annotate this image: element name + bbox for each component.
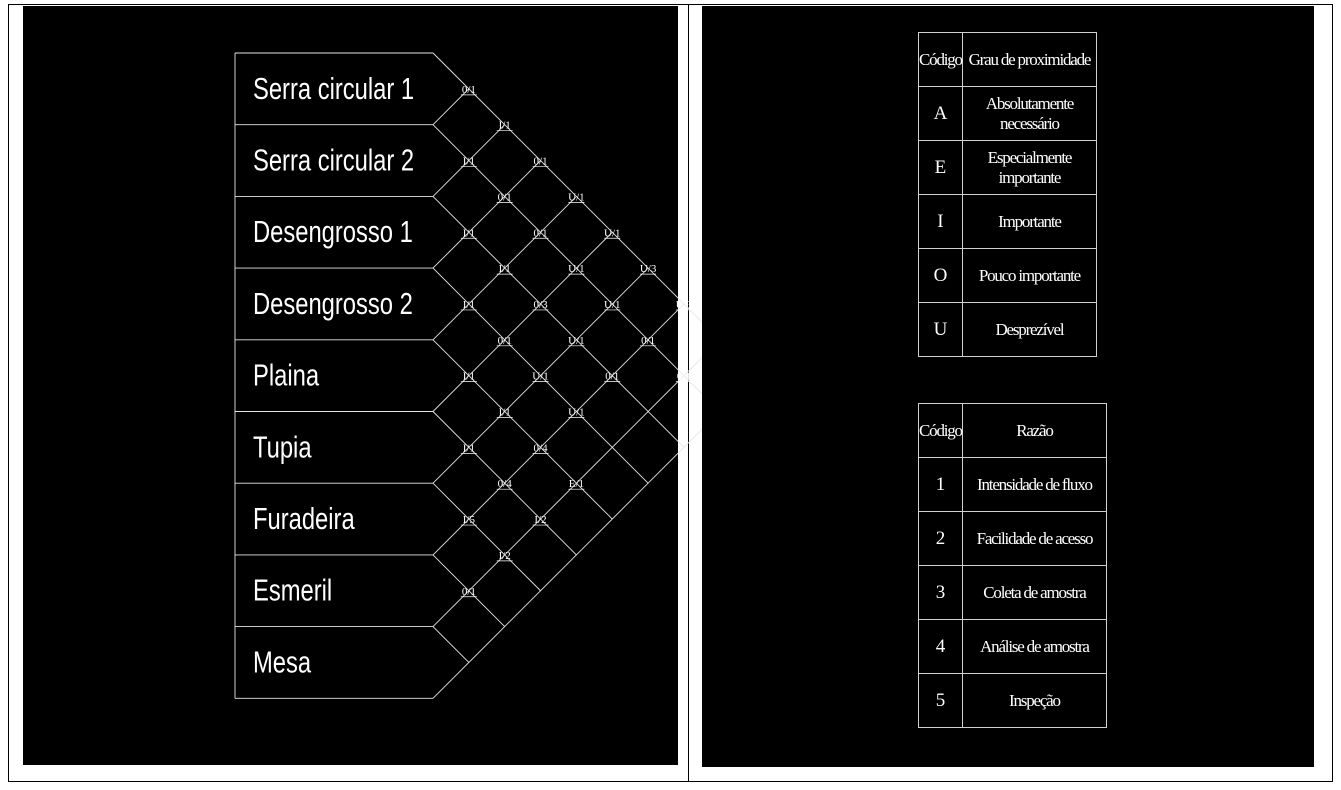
machine-name: Plaina bbox=[253, 357, 320, 393]
proximity-desc: Absolutamente necessário bbox=[962, 87, 1096, 141]
pair-relationship-label: 0/1 bbox=[641, 334, 656, 347]
reason-table bbox=[918, 403, 1107, 728]
proximity-code: A bbox=[919, 87, 963, 141]
legend-panel bbox=[702, 6, 1314, 767]
proximity-desc: Importante bbox=[962, 195, 1096, 249]
proximity-desc: Pouco importante bbox=[962, 249, 1096, 303]
pair-relationship-label: U/1 bbox=[604, 227, 621, 240]
pair-relationship-label: I/1 bbox=[462, 442, 475, 455]
pair-relationship-label: 0/1 bbox=[461, 83, 476, 96]
table-row bbox=[919, 195, 1097, 249]
proximity-code: E bbox=[919, 141, 963, 195]
machine-name: Desengrosso 2 bbox=[253, 286, 413, 321]
pair-relationship-label: E/1 bbox=[568, 478, 585, 491]
pair-relationship-label: U/1 bbox=[532, 370, 549, 383]
pair-relationship-label: U/1 bbox=[568, 334, 585, 347]
table-row bbox=[919, 512, 1107, 566]
machine-name: Mesa bbox=[253, 644, 312, 680]
pair-relationship-label: I/1 bbox=[498, 263, 511, 276]
table-row bbox=[919, 87, 1097, 141]
pair-relationship-label: 0/1 bbox=[533, 155, 548, 168]
pair-relationship-label: 0/4 bbox=[497, 478, 512, 491]
pair-relationship-label: I/5 bbox=[462, 514, 475, 527]
pair-relationship-label: I/2 bbox=[498, 549, 511, 562]
matrix-grid-line bbox=[433, 232, 612, 411]
reason-code: 1 bbox=[919, 458, 963, 512]
reason-desc: Análise de amostra bbox=[962, 620, 1106, 674]
reason-desc: Intensidade de fluxo bbox=[962, 458, 1106, 512]
pair-relationship-label: U/1 bbox=[604, 298, 621, 311]
pair-relationship-label: 0/1 bbox=[497, 191, 512, 204]
pair-relationship-label: 0/1 bbox=[533, 227, 548, 240]
proximity-desc: Especialmente importante bbox=[962, 141, 1096, 195]
machine-name: Esmeril bbox=[253, 572, 333, 608]
proximity-table bbox=[918, 32, 1097, 357]
pair-relationship-label: U/3 bbox=[639, 263, 657, 276]
column-divider bbox=[688, 4, 689, 782]
proximity-code: I bbox=[919, 195, 963, 249]
pair-relationship-label: I/1 bbox=[462, 155, 475, 168]
matrix-grid-line bbox=[433, 483, 541, 591]
table-row bbox=[919, 458, 1107, 512]
proximity-desc: Desprezível bbox=[962, 303, 1096, 357]
reason-code: 3 bbox=[919, 566, 963, 620]
reason-header-row bbox=[919, 404, 1107, 458]
reason-code: 5 bbox=[919, 674, 963, 728]
pair-relationship-label: I/1 bbox=[498, 406, 511, 419]
pair-relationship-label: 0/3 bbox=[533, 298, 548, 311]
matrix-grid-line bbox=[433, 340, 612, 519]
reason-desc: Coleta de amostra bbox=[962, 566, 1106, 620]
reason-desc: Facilidade de acesso bbox=[962, 512, 1106, 566]
proximity-code: U bbox=[919, 303, 963, 357]
proximity-header-row bbox=[919, 33, 1097, 87]
machine-name: Serra circular 2 bbox=[253, 142, 415, 178]
table-row bbox=[919, 303, 1097, 357]
table-row bbox=[919, 674, 1107, 728]
reason-code: 2 bbox=[919, 512, 963, 566]
pair-relationship-label: I/1 bbox=[462, 227, 475, 240]
table-row bbox=[919, 620, 1107, 674]
pair-relationship-label: 0/1 bbox=[497, 334, 512, 347]
pair-relationship-label: I/1 bbox=[462, 298, 475, 311]
proximity-header-desc: Grau de proximidade bbox=[962, 33, 1096, 87]
machine-name: Furadeira bbox=[253, 501, 355, 536]
pair-relationship-label: U/1 bbox=[568, 263, 585, 276]
pair-relationship-label: 0/1 bbox=[605, 370, 620, 383]
machine-name: Serra circular 1 bbox=[253, 70, 415, 106]
pair-relationship-label: 0/1 bbox=[461, 585, 476, 598]
table-row bbox=[919, 141, 1097, 195]
pair-relationship-label: U/1 bbox=[568, 406, 585, 419]
proximity-header-code: Código bbox=[919, 33, 963, 87]
pair-relationship-label: 0/1 bbox=[676, 370, 691, 383]
relationship-chart bbox=[23, 6, 693, 765]
reason-header-desc: Razão bbox=[962, 404, 1106, 458]
relationship-chart-panel bbox=[23, 6, 693, 765]
pair-relationship-label: U/1 bbox=[568, 191, 585, 204]
table-row bbox=[919, 566, 1107, 620]
matrix-grid-line bbox=[433, 627, 469, 663]
pair-relationship-label: U/3 bbox=[675, 298, 693, 311]
proximity-code: O bbox=[919, 249, 963, 303]
machine-name: Tupia bbox=[253, 429, 312, 465]
matrix-grid-line bbox=[433, 161, 541, 269]
table-row bbox=[919, 249, 1097, 303]
pair-relationship-label: 0/4 bbox=[533, 442, 548, 455]
pair-relationship-label: I/2 bbox=[534, 514, 547, 527]
pair-relationship-label: I/1 bbox=[498, 119, 511, 132]
pair-relationship-label: I/1 bbox=[462, 370, 475, 383]
reason-header-code: Código bbox=[919, 404, 963, 458]
machine-name: Desengrosso 1 bbox=[253, 214, 413, 249]
reason-code: 4 bbox=[919, 620, 963, 674]
reason-desc: Inspeção bbox=[962, 674, 1106, 728]
